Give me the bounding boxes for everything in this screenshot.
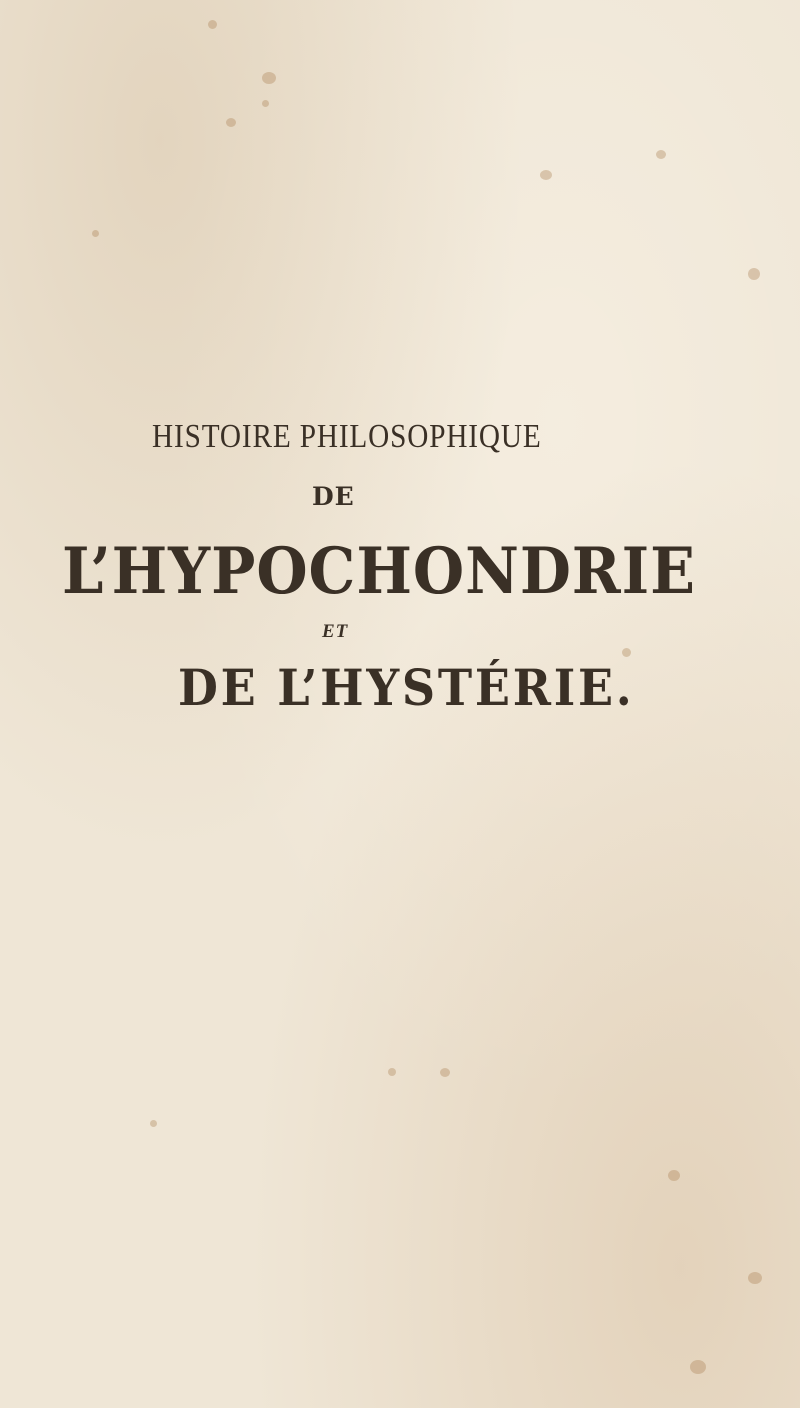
title-line-et: ET: [322, 621, 349, 642]
show-through-texture: [0, 232, 800, 270]
foxing-spot: [668, 1170, 680, 1181]
foxing-spot: [226, 118, 236, 127]
foxing-spot: [690, 1360, 706, 1374]
foxing-spot: [440, 1068, 450, 1077]
foxing-spot: [150, 1120, 157, 1127]
foxing-spot: [208, 20, 217, 29]
foxing-spot: [262, 100, 269, 107]
foxing-spot: [92, 230, 99, 237]
title-line-hypochondrie: L’HYPOCHONDRIE: [62, 534, 696, 609]
foxing-spot: [748, 1272, 762, 1284]
foxing-spot: [388, 1068, 396, 1076]
title-line-de: DE: [312, 482, 355, 511]
title-line-histoire-philosophique: HISTOIRE PHILOSOPHIQUE: [152, 418, 542, 455]
title-line-hysterie: DE L’HYSTÉRIE.: [178, 658, 635, 717]
foxing-spot: [622, 648, 631, 657]
foxing-spot: [748, 268, 760, 280]
foxing-spot: [262, 72, 276, 84]
foxing-spot: [656, 150, 666, 159]
foxing-spot: [540, 170, 552, 180]
